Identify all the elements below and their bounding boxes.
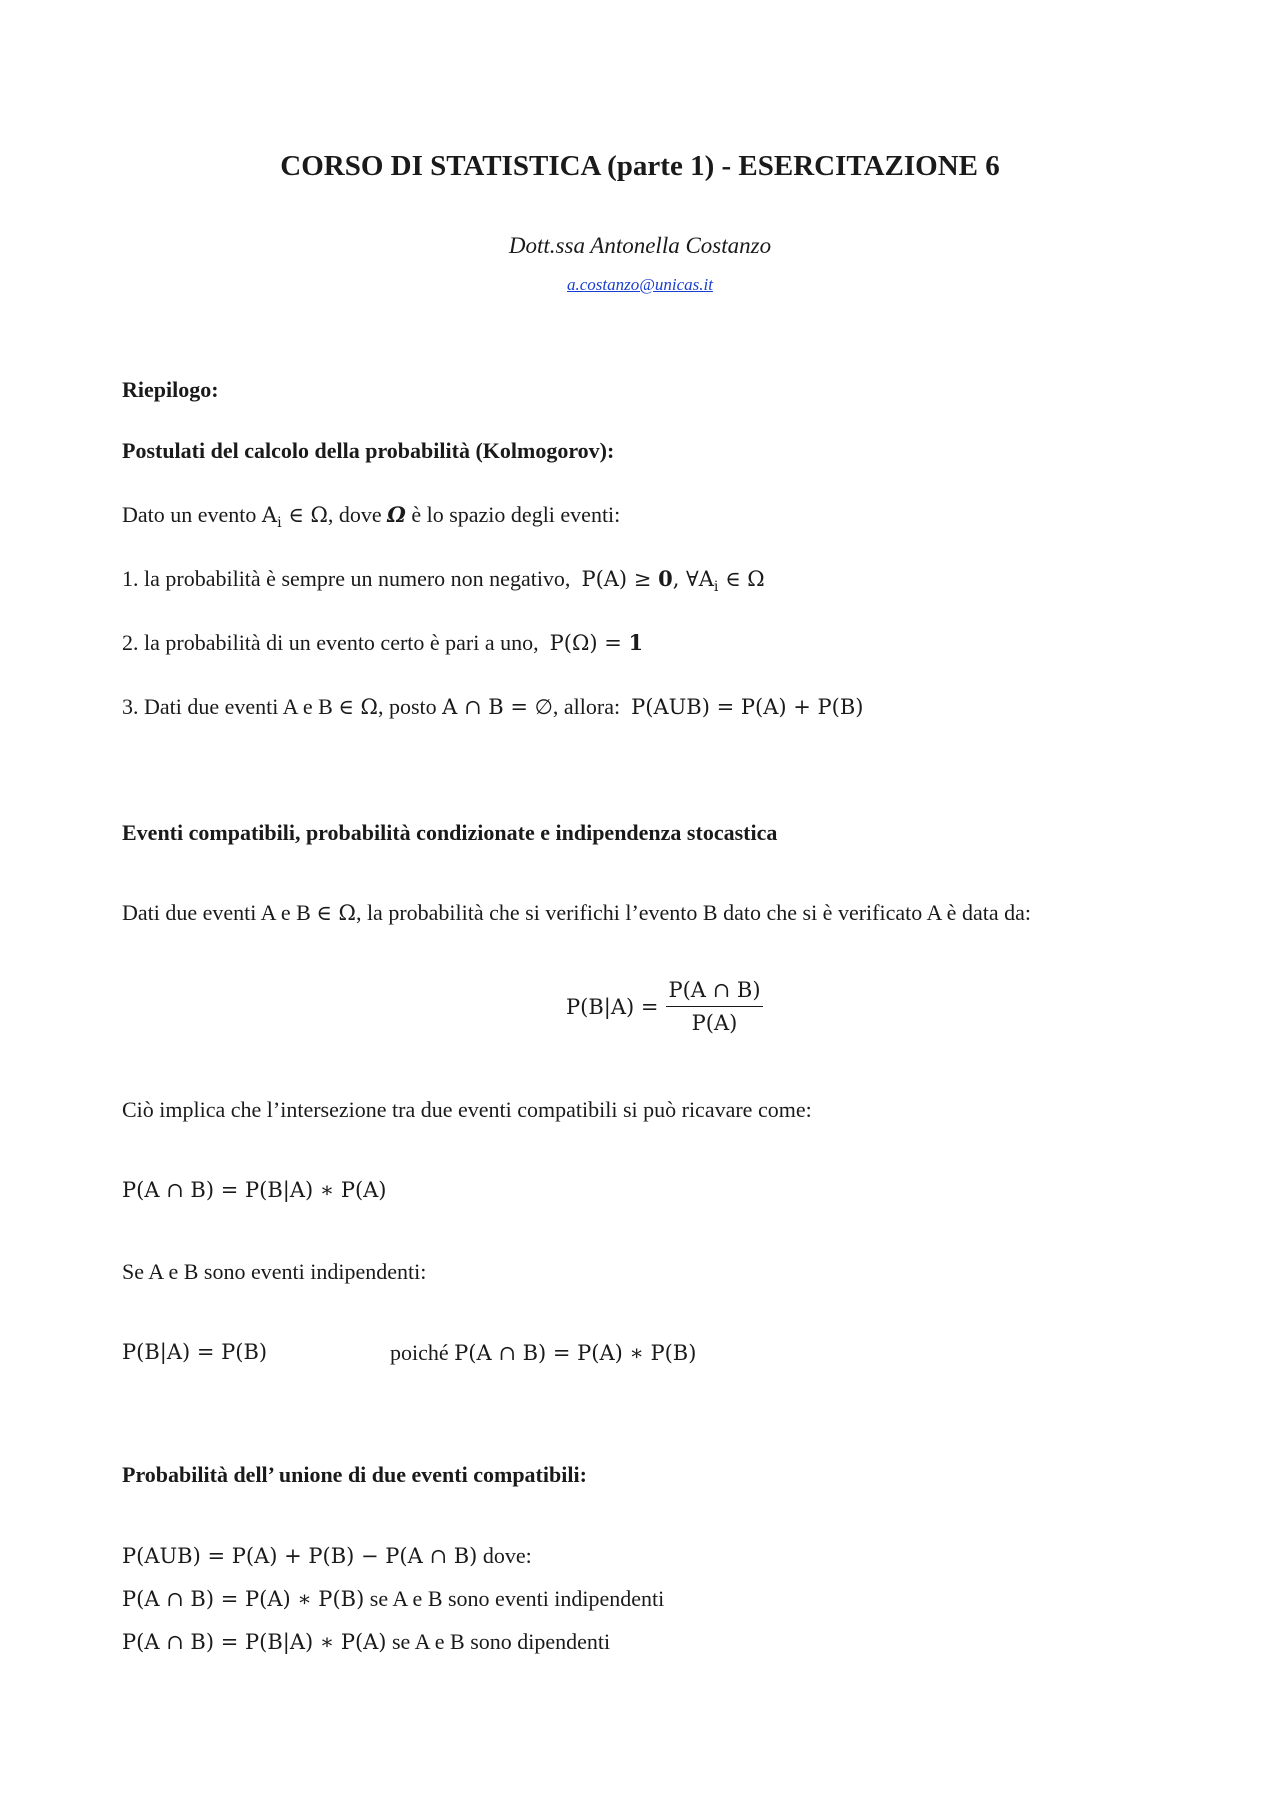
- intro-text-2: , dove: [327, 502, 388, 527]
- postulate-3-formula: P(AUB) = P(A) + P(B): [631, 695, 864, 719]
- page-title: CORSO DI STATISTICA (parte 1) - ESERCITAZIONE 6: [280, 150, 1000, 182]
- union-dependent-formula: P(A ∩ B) = P(B|A) ∗ P(A): [122, 1630, 387, 1654]
- independence-since-text: poiché: [390, 1340, 455, 1365]
- postulate-2-text: 2. la probabilità di un evento certo è pari a uno,: [122, 630, 539, 655]
- postulate-2-formula: P(Ω) = 1: [549, 630, 644, 655]
- formula-denominator: P(A): [691, 1011, 738, 1035]
- recap-heading: Riepilogo:: [122, 377, 219, 402]
- union-line-3-text: se A e B sono dipendenti: [386, 1629, 611, 1654]
- union-line-2-text: se A e B sono eventi indipendenti: [364, 1586, 665, 1611]
- postulate-1: [122, 566, 765, 595]
- formula-lhs: P(B|A) =: [566, 994, 659, 1019]
- postulate-1-text: 1. la probabilità è sempre un numero non negativo,: [122, 566, 571, 591]
- formula-numerator: P(A ∩ B): [666, 978, 762, 1007]
- formula-fraction: [666, 978, 762, 1035]
- implies-text: Ciò implica che l’intersezione tra due eventi compatibili si può ricavare come:: [122, 1097, 812, 1122]
- intro-text-3: è lo spazio degli eventi:: [405, 502, 621, 527]
- union-line-3: [122, 1629, 610, 1655]
- postulate-1-formula: P(A) ≥ 0, $\forall A_i$ ∈ Ω: [581, 566, 765, 596]
- postulate-3: [122, 694, 863, 720]
- postulate-3-text-1: 3. Dati due eventi A e B: [122, 694, 339, 719]
- conditional-intro: [122, 900, 1031, 926]
- union-line-1: [122, 1543, 532, 1569]
- conditional-heading: Eventi compatibili, probabilità condizionate e indipendenza stocastica: [122, 820, 778, 845]
- independence-formula: P(B|A) = P(B): [122, 1340, 268, 1364]
- author-name: Dott.ssa Antonella Costanzo: [508, 233, 772, 258]
- intro-math-omega: Ω: [387, 502, 406, 527]
- email-container: [0, 275, 1280, 295]
- postulate-3-text-2: , posto: [377, 694, 443, 719]
- postulate-2: [122, 630, 643, 656]
- postulate-3-text-3: , allora:: [552, 694, 621, 719]
- union-independent-formula: P(A ∩ B) = P(A) ∗ P(B): [122, 1587, 365, 1611]
- intro-text-1: Dato un evento: [122, 502, 262, 527]
- conditional-intro-text-1: Dati due eventi A e B: [122, 900, 317, 925]
- intersection-formula: P(A ∩ B) = P(B|A) ∗ P(A): [122, 1178, 387, 1202]
- union-heading: Probabilità dell’ unione di due eventi compatibili:: [122, 1462, 587, 1487]
- intro-math-ai: $A_i$ ∈ Ω: [261, 503, 328, 532]
- independent-text: Se A e B sono eventi indipendenti:: [122, 1259, 427, 1284]
- conditional-intro-math: ∈ Ω: [316, 901, 356, 925]
- postulates-heading: Postulati del calcolo della probabilità (Kolmogorov):: [122, 438, 615, 463]
- independence-reason: [390, 1340, 696, 1366]
- postulate-3-math-2: A ∩ B = ∅: [442, 695, 553, 719]
- author-email-link[interactable]: a.costanzo@unicas.it: [567, 275, 713, 294]
- conditional-probability-formula: [566, 978, 763, 1035]
- postulate-3-math-1: ∈ Ω: [338, 695, 378, 719]
- union-line-2: [122, 1586, 664, 1612]
- union-line-1-text: dove:: [477, 1543, 532, 1568]
- conditional-intro-text-2: , la probabilità che si verifichi l’evento B dato che si è verificato A è data da:: [355, 900, 1031, 925]
- union-formula: P(AUB) = P(A) + P(B) − P(A ∩ B): [122, 1544, 478, 1568]
- independence-product-formula: P(A ∩ B) = P(A) ∗ P(B): [454, 1341, 697, 1365]
- postulates-intro: [122, 502, 620, 531]
